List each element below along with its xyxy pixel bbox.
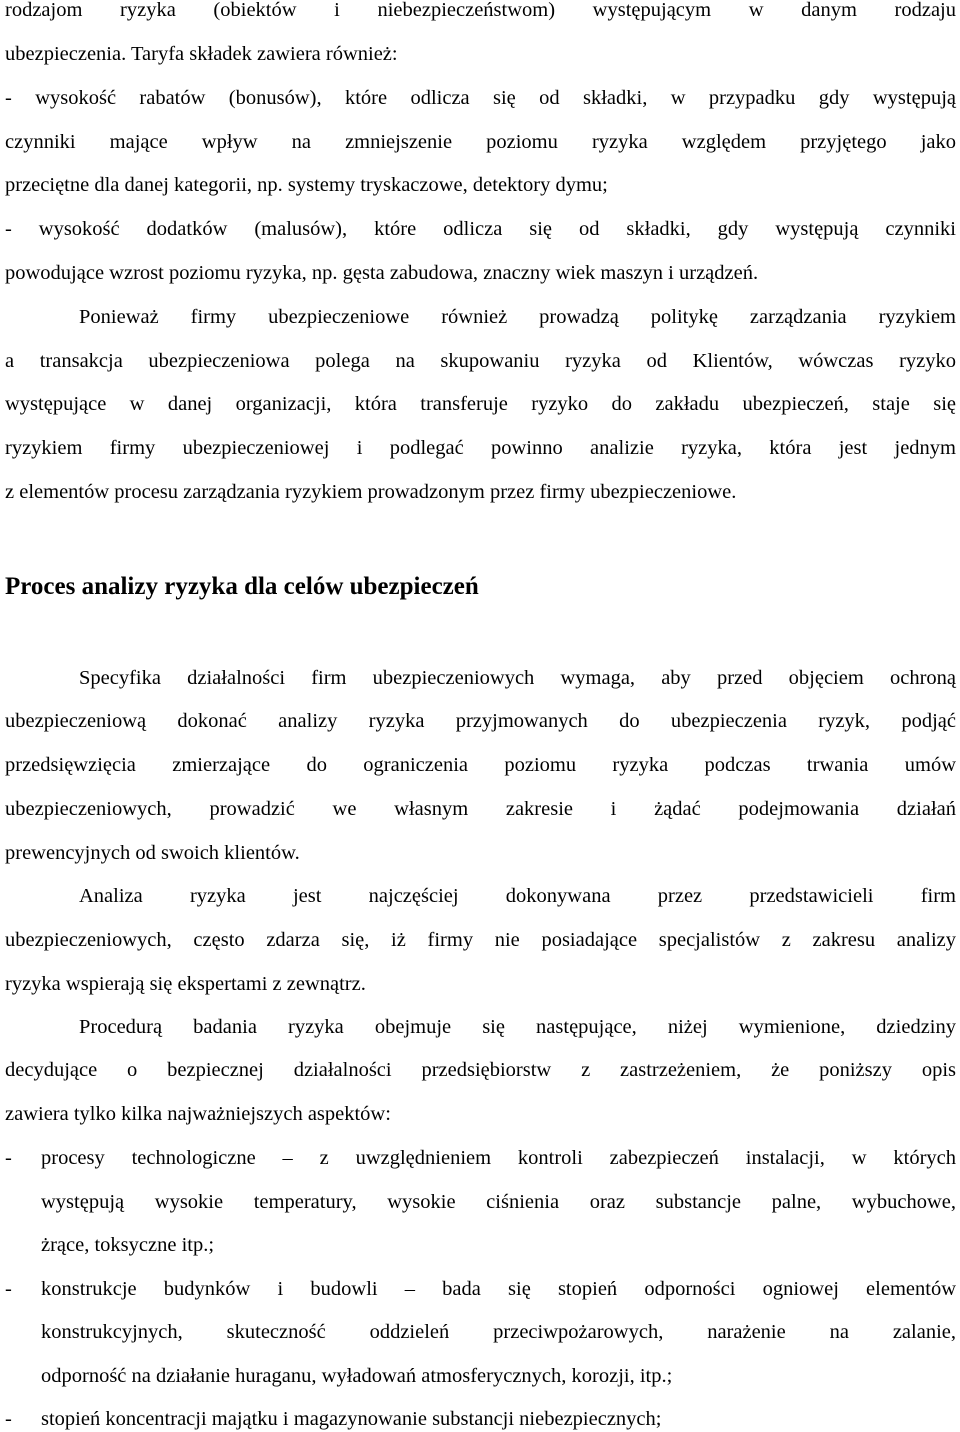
text-line: Procedurą badania ryzyka obejmuje się następujące, niżej wymienione, dziedziny [79, 1016, 956, 1038]
text-line: - wysokość dodatków (malusów), które odlicza się od składki, gdy występują czynniki [5, 218, 956, 240]
section-heading: Proces analizy ryzyka dla celów ubezpieczeń [5, 573, 479, 600]
text-line: czynniki mające wpływ na zmniejszenie poziomu ryzyka względem przyjętego jako [5, 131, 956, 153]
text-line: zawiera tylko kilka najważniejszych aspektów: [5, 1103, 391, 1125]
text-line: Analiza ryzyka jest najczęściej dokonywana przez przedstawicieli firm [79, 885, 956, 907]
text-line: prewencyjnych od swoich klientów. [5, 842, 300, 864]
text-line: procesy technologiczne – z uwzględnieniem kontroli zabezpieczeń instalacji, w których [41, 1147, 956, 1169]
text-line: Ponieważ firmy ubezpieczeniowe również prowadzą politykę zarządzania ryzykiem [79, 306, 956, 328]
text-line: ryzyka wspierają się ekspertami z zewnątrz. [5, 973, 366, 995]
text-line: ubezpieczenia. Taryfa składek zawiera również: [5, 43, 398, 65]
text-line: przedsięwzięcia zmierzające do ograniczenia poziomu ryzyka podczas trwania umów [5, 754, 956, 776]
text-line: z elementów procesu zarządzania ryzykiem prowadzonym przez firmy ubezpieczeniowe. [5, 481, 737, 503]
text-line: stopień koncentracji majątku i magazynowanie substancji niebezpiecznych; [41, 1408, 662, 1430]
text-line: - wysokość rabatów (bonusów), które odlicza się od składki, w przypadku gdy występują [5, 87, 956, 109]
text-line: ubezpieczeniową dokonać analizy ryzyka przyjmowanych do ubezpieczenia ryzyk, podjąć [5, 710, 956, 732]
list-dash: - [5, 1408, 12, 1430]
text-line: konstrukcje budynków i budowli – bada się stopień odporności ogniowej elementów [41, 1278, 956, 1300]
text-line: decydujące o bezpiecznej działalności przedsiębiorstw z zastrzeżeniem, że poniższy opis [5, 1059, 956, 1081]
text-line: ubezpieczeniowych, prowadzić we własnym zakresie i żądać podejmowania działań [5, 798, 956, 820]
text-line: a transakcja ubezpieczeniowa polega na skupowaniu ryzyka od Klientów, wówczas ryzyko [5, 350, 956, 372]
text-line: przeciętne dla danej kategorii, np. systemy tryskaczowe, detektory dymu; [5, 174, 608, 196]
text-line: żrące, toksyczne itp.; [41, 1234, 215, 1256]
list-dash: - [5, 1147, 12, 1169]
text-line: ubezpieczeniowych, często zdarza się, iż firmy nie posiadające specjalistów z zakresu analizy [5, 929, 956, 951]
text-line: występują wysokie temperatury, wysokie ciśnienia oraz substancje palne, wybuchowe, [41, 1191, 956, 1213]
text-line: ryzykiem firmy ubezpieczeniowej i podlegać powinno analizie ryzyka, która jest jednym [5, 437, 956, 459]
text-line: Specyfika działalności firm ubezpieczeniowych wymaga, aby przed objęciem ochroną [79, 667, 956, 689]
list-dash: - [5, 1278, 12, 1300]
text-line: występujące w danej organizacji, która transferuje ryzyko do zakładu ubezpieczeń, staje się [5, 393, 956, 415]
text-line: rodzajom ryzyka (obiektów i niebezpieczeństwom) występującym w danym rodzaju [5, 0, 956, 21]
text-line: konstrukcyjnych, skuteczność oddzieleń przeciwpożarowych, narażenie na zalanie, [41, 1321, 956, 1343]
text-line: odporność na działanie huraganu, wyładowań atmosferycznych, korozji, itp.; [41, 1365, 673, 1387]
text-line: powodujące wzrost poziomu ryzyka, np. gęsta zabudowa, znaczny wiek maszyn i urządzeń. [5, 262, 759, 284]
